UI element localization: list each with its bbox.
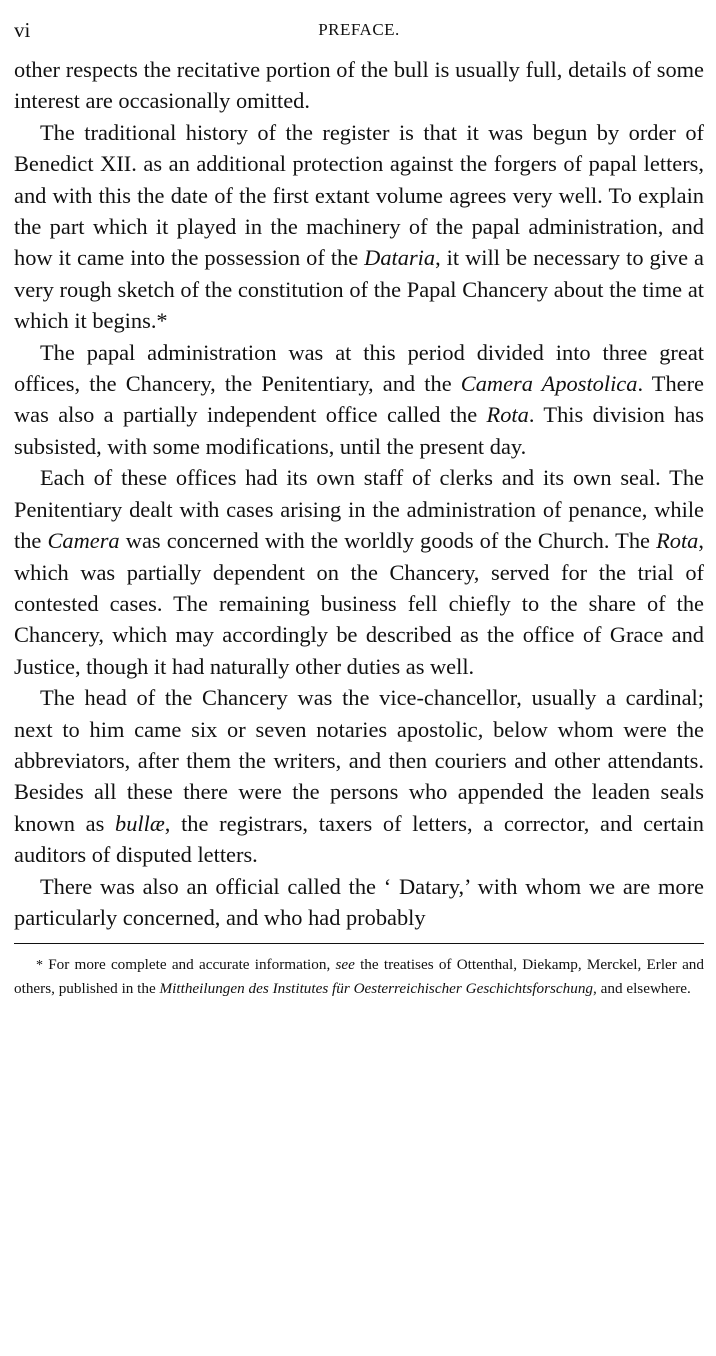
running-head: PREFACE. <box>318 20 400 39</box>
italic-title: Mittheilungen des Institutes für Oesterreichischer Geschichtsforschung <box>159 979 594 997</box>
text-run: The traditional history of the register is that it was begun by order of Benedict XII. as an additional protection against the forgers of papal letters, and with this the date of the first extant volume agrees very well. To explain the part which it played in the machinery of the papal administration, and how it came into the possession of the <box>14 119 704 271</box>
page-header <box>14 18 704 54</box>
footnote-marker: * <box>36 958 43 974</box>
text-run: . There was also a partially independent office called the <box>14 371 704 428</box>
paragraph <box>14 117 704 337</box>
italic-term: Rota <box>656 528 699 554</box>
paragraph <box>14 871 704 934</box>
italic-term: Rota <box>486 402 529 428</box>
footnote <box>14 954 704 1000</box>
paragraph <box>14 462 704 682</box>
text-run: . This division has subsisted, with some modifications, until the present day. <box>14 402 704 459</box>
text-run: , and elsewhere. <box>593 979 691 997</box>
paragraph <box>14 682 704 870</box>
text-run: the treatises of Ottenthal, Diekamp, Merckel, Erler and others, published in the <box>14 956 704 997</box>
text-run: , it will be necessary to give a very rough sketch of the constitution of the Papal Chancery about the time at which it begins.* <box>14 245 704 334</box>
footnote-divider <box>14 943 704 944</box>
italic-term: Camera <box>47 528 120 554</box>
text-run: , which was partially dependent on the Chancery, served for the trial of contested cases. The remaining business fell chiefly to the share of the Chancery, which may accordingly be described as the office of Grace and Justice, though it had naturally other duties as well. <box>14 528 704 679</box>
italic-term: Dataria <box>364 245 436 271</box>
text-run: For more complete and accurate information, <box>43 956 336 974</box>
text-run: Each of these offices had its own staff of clerks and its own seal. The Penitentiary dealt with cases arising in the administration of penance, while the <box>14 465 704 554</box>
page-number: vi <box>14 18 31 42</box>
text-run: The head of the Chancery was the vice-chancellor, usually a cardinal; next to him came six or seven notaries apostolic, below whom were the abbreviators, after them the writers, and then couriers and other attendants. Besides all these there were the persons who appended the leaden seals known as <box>14 685 704 836</box>
italic-term: bullæ <box>115 810 165 836</box>
italic-term: see <box>335 956 355 974</box>
text-run: , the registrars, taxers of letters, a corrector, and certain auditors of disputed letters. <box>14 810 704 868</box>
document-page <box>14 18 704 1000</box>
text-run: was concerned with the worldly goods of the Church. The <box>119 528 657 554</box>
text-run: The papal administration was at this period divided into three great offices, the Chancery, the Penitentiary, and the <box>14 339 704 397</box>
text-run: other respects the recitative portion of the bull is usually full, details of some interest are occasionally omitted. <box>14 57 704 114</box>
paragraph <box>14 337 704 463</box>
footnote-text <box>14 954 704 1000</box>
paragraph-continuation <box>14 54 704 117</box>
body-text <box>14 54 704 933</box>
text-run: There was also an official called the ‘ Datary,’ with whom we are more particularly concerned, and who had probably <box>14 873 704 930</box>
italic-term: Camera Apostolica <box>460 371 638 397</box>
